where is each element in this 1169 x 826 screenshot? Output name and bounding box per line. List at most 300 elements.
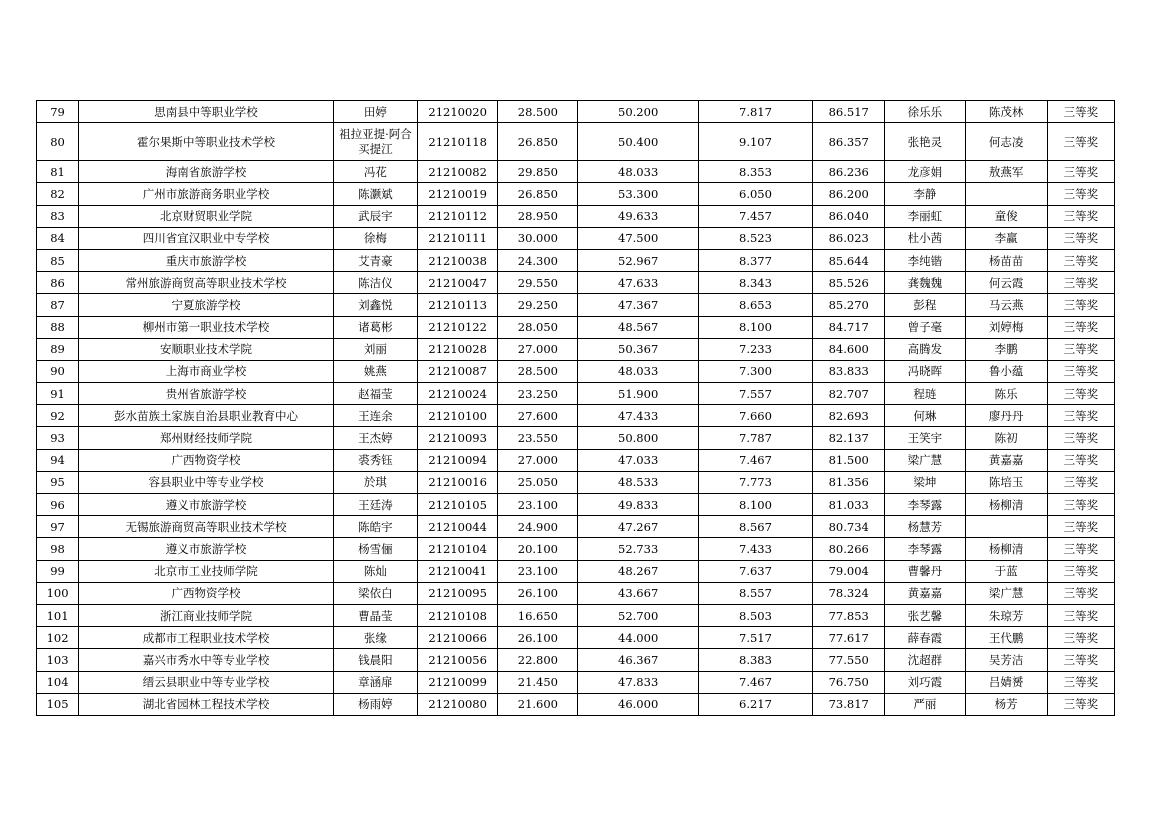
student-cell: 王连余	[333, 405, 417, 427]
total-score-cell: 85.270	[813, 294, 885, 316]
score-c-cell: 7.660	[698, 405, 812, 427]
award-cell: 三等奖	[1047, 405, 1114, 427]
teacher-1-cell: 梁广慧	[885, 449, 965, 471]
rank-cell: 100	[37, 582, 79, 604]
results-body	[37, 101, 1115, 716]
score-c-cell: 8.653	[698, 294, 812, 316]
rank-cell: 81	[37, 161, 79, 183]
teacher-2-cell: 何志凌	[965, 123, 1047, 161]
student-cell: 梁依白	[333, 582, 417, 604]
score-a-cell: 22.800	[498, 649, 578, 671]
total-score-cell: 77.550	[813, 649, 885, 671]
candidate-id-cell: 21210100	[418, 405, 498, 427]
score-c-cell: 8.557	[698, 582, 812, 604]
teacher-1-cell: 龚魏魏	[885, 272, 965, 294]
candidate-id-cell: 21210094	[418, 449, 498, 471]
score-b-cell: 50.200	[578, 101, 698, 123]
award-cell: 三等奖	[1047, 671, 1114, 693]
teacher-1-cell: 徐乐乐	[885, 101, 965, 123]
teacher-1-cell: 曹馨丹	[885, 560, 965, 582]
award-cell: 三等奖	[1047, 183, 1114, 205]
score-b-cell: 47.367	[578, 294, 698, 316]
score-a-cell: 28.950	[498, 205, 578, 227]
candidate-id-cell: 21210104	[418, 538, 498, 560]
school-cell: 霍尔果斯中等职业技术学校	[79, 123, 334, 161]
rank-cell: 84	[37, 227, 79, 249]
teacher-2-cell	[965, 516, 1047, 538]
teacher-1-cell: 程琏	[885, 383, 965, 405]
school-cell: 海南省旅游学校	[79, 161, 334, 183]
rank-cell: 89	[37, 338, 79, 360]
candidate-id-cell: 21210087	[418, 360, 498, 382]
score-b-cell: 50.800	[578, 427, 698, 449]
student-cell: 钱晨阳	[333, 649, 417, 671]
teacher-2-cell: 吕婧赟	[965, 671, 1047, 693]
award-cell: 三等奖	[1047, 360, 1114, 382]
candidate-id-cell: 21210016	[418, 471, 498, 493]
school-cell: 四川省宜汉职业中专学校	[79, 227, 334, 249]
candidate-id-cell: 21210024	[418, 383, 498, 405]
candidate-id-cell: 21210108	[418, 604, 498, 626]
table-row	[37, 494, 1115, 516]
teacher-2-cell: 梁广慧	[965, 582, 1047, 604]
candidate-id-cell: 21210041	[418, 560, 498, 582]
score-c-cell: 6.050	[698, 183, 812, 205]
score-c-cell: 8.100	[698, 494, 812, 516]
school-cell: 缙云县职业中等专业学校	[79, 671, 334, 693]
score-c-cell: 8.503	[698, 604, 812, 626]
award-cell: 三等奖	[1047, 161, 1114, 183]
teacher-1-cell: 李静	[885, 183, 965, 205]
score-b-cell: 48.267	[578, 560, 698, 582]
score-a-cell: 27.000	[498, 449, 578, 471]
student-cell: 祖拉亚提·阿合买提江	[333, 123, 417, 161]
score-c-cell: 8.100	[698, 316, 812, 338]
score-b-cell: 52.700	[578, 604, 698, 626]
score-a-cell: 21.600	[498, 693, 578, 715]
score-c-cell: 8.383	[698, 649, 812, 671]
student-cell: 王廷涛	[333, 494, 417, 516]
teacher-1-cell: 黄嘉嘉	[885, 582, 965, 604]
teacher-1-cell: 李纯锴	[885, 249, 965, 271]
candidate-id-cell: 21210093	[418, 427, 498, 449]
score-c-cell: 7.637	[698, 560, 812, 582]
teacher-1-cell: 龙彦娟	[885, 161, 965, 183]
total-score-cell: 85.526	[813, 272, 885, 294]
rank-cell: 104	[37, 671, 79, 693]
teacher-1-cell: 张艳灵	[885, 123, 965, 161]
teacher-2-cell: 陈乐	[965, 383, 1047, 405]
score-a-cell: 27.000	[498, 338, 578, 360]
candidate-id-cell: 21210095	[418, 582, 498, 604]
teacher-2-cell: 王代鹏	[965, 627, 1047, 649]
total-score-cell: 84.600	[813, 338, 885, 360]
school-cell: 彭水苗族土家族自治县职业教育中心	[79, 405, 334, 427]
total-score-cell: 81.033	[813, 494, 885, 516]
total-score-cell: 80.734	[813, 516, 885, 538]
rank-cell: 101	[37, 604, 79, 626]
student-cell: 艾青豪	[333, 249, 417, 271]
table-row	[37, 294, 1115, 316]
award-cell: 三等奖	[1047, 627, 1114, 649]
student-cell: 姚燕	[333, 360, 417, 382]
score-b-cell: 47.433	[578, 405, 698, 427]
total-score-cell: 83.833	[813, 360, 885, 382]
student-cell: 杨雪俪	[333, 538, 417, 560]
score-c-cell: 7.557	[698, 383, 812, 405]
table-row	[37, 471, 1115, 493]
school-cell: 遵义市旅游学校	[79, 538, 334, 560]
score-c-cell: 7.300	[698, 360, 812, 382]
score-c-cell: 8.343	[698, 272, 812, 294]
score-a-cell: 27.600	[498, 405, 578, 427]
rank-cell: 98	[37, 538, 79, 560]
award-cell: 三等奖	[1047, 471, 1114, 493]
score-a-cell: 24.900	[498, 516, 578, 538]
teacher-1-cell: 高腾发	[885, 338, 965, 360]
score-a-cell: 26.100	[498, 582, 578, 604]
student-cell: 徐梅	[333, 227, 417, 249]
total-score-cell: 77.853	[813, 604, 885, 626]
student-cell: 陈灏斌	[333, 183, 417, 205]
student-cell: 陈洁仪	[333, 272, 417, 294]
award-cell: 三等奖	[1047, 338, 1114, 360]
award-cell: 三等奖	[1047, 560, 1114, 582]
score-b-cell: 48.033	[578, 161, 698, 183]
school-cell: 安顺职业技术学院	[79, 338, 334, 360]
rank-cell: 91	[37, 383, 79, 405]
score-a-cell: 28.050	[498, 316, 578, 338]
teacher-2-cell: 朱琼芳	[965, 604, 1047, 626]
award-cell: 三等奖	[1047, 649, 1114, 671]
rank-cell: 92	[37, 405, 79, 427]
score-a-cell: 26.850	[498, 123, 578, 161]
teacher-2-cell: 李赢	[965, 227, 1047, 249]
score-b-cell: 48.533	[578, 471, 698, 493]
award-cell: 三等奖	[1047, 316, 1114, 338]
student-cell: 王杰婷	[333, 427, 417, 449]
score-b-cell: 47.833	[578, 671, 698, 693]
table-row	[37, 123, 1115, 161]
school-cell: 浙江商业技师学院	[79, 604, 334, 626]
score-b-cell: 53.300	[578, 183, 698, 205]
teacher-2-cell	[965, 183, 1047, 205]
school-cell: 北京财贸职业学院	[79, 205, 334, 227]
score-b-cell: 47.633	[578, 272, 698, 294]
score-b-cell: 43.667	[578, 582, 698, 604]
school-cell: 郑州财经技师学院	[79, 427, 334, 449]
school-cell: 成都市工程职业技术学校	[79, 627, 334, 649]
school-cell: 上海市商业学校	[79, 360, 334, 382]
score-a-cell: 23.100	[498, 494, 578, 516]
score-b-cell: 47.500	[578, 227, 698, 249]
candidate-id-cell: 21210044	[418, 516, 498, 538]
school-cell: 北京市工业技师学院	[79, 560, 334, 582]
student-cell: 杨雨婷	[333, 693, 417, 715]
rank-cell: 88	[37, 316, 79, 338]
rank-cell: 96	[37, 494, 79, 516]
candidate-id-cell: 21210122	[418, 316, 498, 338]
table-row	[37, 560, 1115, 582]
student-cell: 裘秀钰	[333, 449, 417, 471]
score-a-cell: 23.100	[498, 560, 578, 582]
teacher-2-cell: 于蓝	[965, 560, 1047, 582]
award-cell: 三等奖	[1047, 205, 1114, 227]
total-score-cell: 79.004	[813, 560, 885, 582]
score-c-cell: 7.787	[698, 427, 812, 449]
table-row	[37, 316, 1115, 338]
rank-cell: 82	[37, 183, 79, 205]
award-cell: 三等奖	[1047, 101, 1114, 123]
score-c-cell: 8.567	[698, 516, 812, 538]
rank-cell: 86	[37, 272, 79, 294]
score-c-cell: 9.107	[698, 123, 812, 161]
candidate-id-cell: 21210020	[418, 101, 498, 123]
candidate-id-cell: 21210047	[418, 272, 498, 294]
school-cell: 嘉兴市秀水中等专业学校	[79, 649, 334, 671]
score-b-cell: 51.900	[578, 383, 698, 405]
table-row	[37, 161, 1115, 183]
score-a-cell: 29.250	[498, 294, 578, 316]
school-cell: 重庆市旅游学校	[79, 249, 334, 271]
table-row	[37, 205, 1115, 227]
table-row	[37, 627, 1115, 649]
award-cell: 三等奖	[1047, 693, 1114, 715]
student-cell: 刘丽	[333, 338, 417, 360]
teacher-1-cell: 曾子毫	[885, 316, 965, 338]
award-cell: 三等奖	[1047, 427, 1114, 449]
score-b-cell: 49.833	[578, 494, 698, 516]
score-b-cell: 48.033	[578, 360, 698, 382]
teacher-1-cell: 刘巧霞	[885, 671, 965, 693]
table-row	[37, 582, 1115, 604]
student-cell: 赵福莹	[333, 383, 417, 405]
score-b-cell: 52.733	[578, 538, 698, 560]
total-score-cell: 82.707	[813, 383, 885, 405]
school-cell: 广州市旅游商务职业学校	[79, 183, 334, 205]
teacher-2-cell: 廖丹丹	[965, 405, 1047, 427]
teacher-1-cell: 薛春霞	[885, 627, 965, 649]
total-score-cell: 73.817	[813, 693, 885, 715]
teacher-1-cell: 李琴露	[885, 494, 965, 516]
teacher-1-cell: 何琳	[885, 405, 965, 427]
student-cell: 陈皓宇	[333, 516, 417, 538]
total-score-cell: 86.517	[813, 101, 885, 123]
candidate-id-cell: 21210113	[418, 294, 498, 316]
score-b-cell: 46.000	[578, 693, 698, 715]
student-cell: 曹晶莹	[333, 604, 417, 626]
table-row	[37, 183, 1115, 205]
score-a-cell: 29.850	[498, 161, 578, 183]
award-cell: 三等奖	[1047, 494, 1114, 516]
candidate-id-cell: 21210099	[418, 671, 498, 693]
teacher-2-cell: 杨芳	[965, 693, 1047, 715]
total-score-cell: 86.023	[813, 227, 885, 249]
school-cell: 思南县中等职业学校	[79, 101, 334, 123]
total-score-cell: 84.717	[813, 316, 885, 338]
candidate-id-cell: 21210019	[418, 183, 498, 205]
table-row	[37, 538, 1115, 560]
score-b-cell: 52.967	[578, 249, 698, 271]
score-a-cell: 21.450	[498, 671, 578, 693]
award-cell: 三等奖	[1047, 272, 1114, 294]
score-b-cell: 49.633	[578, 205, 698, 227]
award-cell: 三等奖	[1047, 449, 1114, 471]
school-cell: 广西物资学校	[79, 449, 334, 471]
teacher-2-cell: 吴芳洁	[965, 649, 1047, 671]
table-row	[37, 449, 1115, 471]
student-cell: 田婷	[333, 101, 417, 123]
score-c-cell: 6.217	[698, 693, 812, 715]
school-cell: 贵州省旅游学校	[79, 383, 334, 405]
rank-cell: 99	[37, 560, 79, 582]
rank-cell: 79	[37, 101, 79, 123]
table-row	[37, 516, 1115, 538]
candidate-id-cell: 21210066	[418, 627, 498, 649]
teacher-1-cell: 李琴露	[885, 538, 965, 560]
total-score-cell: 77.617	[813, 627, 885, 649]
score-a-cell: 20.100	[498, 538, 578, 560]
rank-cell: 83	[37, 205, 79, 227]
rank-cell: 97	[37, 516, 79, 538]
table-row	[37, 693, 1115, 715]
candidate-id-cell: 21210118	[418, 123, 498, 161]
student-cell: 陈灿	[333, 560, 417, 582]
teacher-2-cell: 黄嘉嘉	[965, 449, 1047, 471]
total-score-cell: 85.644	[813, 249, 885, 271]
score-b-cell: 50.400	[578, 123, 698, 161]
score-a-cell: 16.650	[498, 604, 578, 626]
score-c-cell: 7.817	[698, 101, 812, 123]
score-c-cell: 7.467	[698, 671, 812, 693]
score-a-cell: 30.000	[498, 227, 578, 249]
table-row	[37, 360, 1115, 382]
table-row	[37, 405, 1115, 427]
school-cell: 湖北省园林工程技术学校	[79, 693, 334, 715]
total-score-cell: 82.137	[813, 427, 885, 449]
rank-cell: 94	[37, 449, 79, 471]
teacher-2-cell: 陈培玉	[965, 471, 1047, 493]
teacher-1-cell: 冯晓晖	[885, 360, 965, 382]
candidate-id-cell: 21210105	[418, 494, 498, 516]
rank-cell: 103	[37, 649, 79, 671]
score-c-cell: 7.517	[698, 627, 812, 649]
table-row	[37, 101, 1115, 123]
candidate-id-cell: 21210082	[418, 161, 498, 183]
rank-cell: 95	[37, 471, 79, 493]
score-c-cell: 7.467	[698, 449, 812, 471]
rank-cell: 85	[37, 249, 79, 271]
score-a-cell: 23.250	[498, 383, 578, 405]
school-cell: 容县职业中等专业学校	[79, 471, 334, 493]
score-c-cell: 7.433	[698, 538, 812, 560]
school-cell: 宁夏旅游学校	[79, 294, 334, 316]
teacher-1-cell: 严丽	[885, 693, 965, 715]
table-row	[37, 272, 1115, 294]
score-c-cell: 7.233	[698, 338, 812, 360]
score-a-cell: 25.050	[498, 471, 578, 493]
table-row	[37, 338, 1115, 360]
score-a-cell: 24.300	[498, 249, 578, 271]
award-cell: 三等奖	[1047, 582, 1114, 604]
score-c-cell: 7.773	[698, 471, 812, 493]
results-table	[36, 100, 1115, 716]
school-cell: 广西物资学校	[79, 582, 334, 604]
student-cell: 冯花	[333, 161, 417, 183]
total-score-cell: 86.357	[813, 123, 885, 161]
student-cell: 张缘	[333, 627, 417, 649]
table-row	[37, 671, 1115, 693]
candidate-id-cell: 21210038	[418, 249, 498, 271]
score-a-cell: 28.500	[498, 101, 578, 123]
score-a-cell: 29.550	[498, 272, 578, 294]
score-a-cell: 28.500	[498, 360, 578, 382]
table-row	[37, 604, 1115, 626]
rank-cell: 80	[37, 123, 79, 161]
score-b-cell: 50.367	[578, 338, 698, 360]
award-cell: 三等奖	[1047, 249, 1114, 271]
teacher-2-cell: 李鹏	[965, 338, 1047, 360]
teacher-1-cell: 沈超群	[885, 649, 965, 671]
teacher-1-cell: 彭程	[885, 294, 965, 316]
total-score-cell: 76.750	[813, 671, 885, 693]
candidate-id-cell: 21210056	[418, 649, 498, 671]
table-row	[37, 383, 1115, 405]
rank-cell: 93	[37, 427, 79, 449]
school-cell: 无锡旅游商贸高等职业技术学校	[79, 516, 334, 538]
total-score-cell: 80.266	[813, 538, 885, 560]
total-score-cell: 86.040	[813, 205, 885, 227]
table-row	[37, 649, 1115, 671]
table-row	[37, 227, 1115, 249]
table-row	[37, 249, 1115, 271]
teacher-2-cell: 陈茂林	[965, 101, 1047, 123]
teacher-2-cell: 杨柳清	[965, 538, 1047, 560]
award-cell: 三等奖	[1047, 538, 1114, 560]
student-cell: 章涵扉	[333, 671, 417, 693]
teacher-1-cell: 杨慧芳	[885, 516, 965, 538]
score-c-cell: 7.457	[698, 205, 812, 227]
score-b-cell: 47.267	[578, 516, 698, 538]
score-c-cell: 8.377	[698, 249, 812, 271]
rank-cell: 102	[37, 627, 79, 649]
rank-cell: 87	[37, 294, 79, 316]
student-cell: 刘鑫悦	[333, 294, 417, 316]
score-b-cell: 46.367	[578, 649, 698, 671]
teacher-2-cell: 马云燕	[965, 294, 1047, 316]
score-b-cell: 48.567	[578, 316, 698, 338]
rank-cell: 105	[37, 693, 79, 715]
teacher-1-cell: 王笑宇	[885, 427, 965, 449]
teacher-2-cell: 杨苗苗	[965, 249, 1047, 271]
teacher-1-cell: 李丽虹	[885, 205, 965, 227]
candidate-id-cell: 21210080	[418, 693, 498, 715]
table-row	[37, 427, 1115, 449]
school-cell: 柳州市第一职业技术学校	[79, 316, 334, 338]
school-cell: 常州旅游商贸高等职业技术学校	[79, 272, 334, 294]
candidate-id-cell: 21210111	[418, 227, 498, 249]
teacher-1-cell: 张艺馨	[885, 604, 965, 626]
teacher-2-cell: 刘婷梅	[965, 316, 1047, 338]
teacher-1-cell: 梁坤	[885, 471, 965, 493]
candidate-id-cell: 21210028	[418, 338, 498, 360]
award-cell: 三等奖	[1047, 227, 1114, 249]
teacher-2-cell: 童俊	[965, 205, 1047, 227]
candidate-id-cell: 21210112	[418, 205, 498, 227]
teacher-2-cell: 何云霞	[965, 272, 1047, 294]
total-score-cell: 86.200	[813, 183, 885, 205]
score-c-cell: 8.523	[698, 227, 812, 249]
